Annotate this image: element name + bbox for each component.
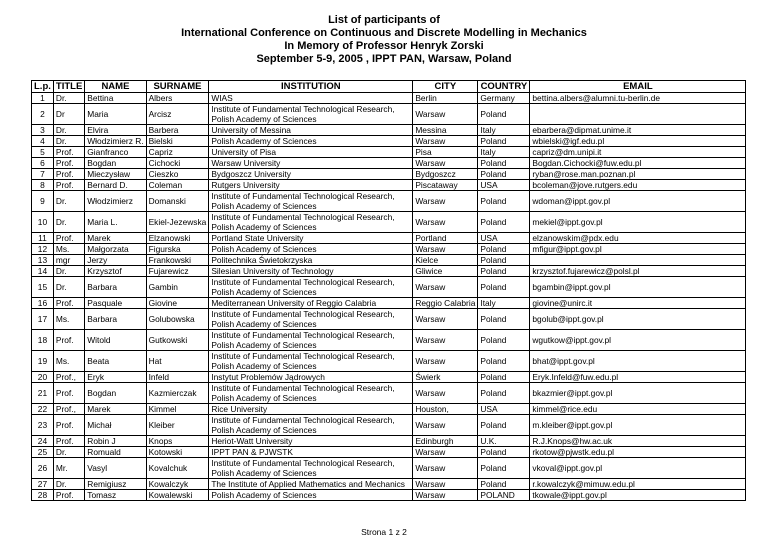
title-cell: Dr. <box>53 125 84 136</box>
name-cell: Marek <box>85 404 146 415</box>
country-cell: Poland <box>478 383 530 404</box>
table-row <box>32 383 746 404</box>
name-cell: Małgorzata <box>85 244 146 255</box>
row-number: 6 <box>32 158 54 169</box>
institution-cell: Institute of Fundamental Technological Research, Polish Academy of Sciences <box>209 383 413 404</box>
institution-cell: Institute of Fundamental Technological Research, Polish Academy of Sciences <box>209 104 413 125</box>
name-cell: Elvira <box>85 125 146 136</box>
row-number: 2 <box>32 104 54 125</box>
row-number: 22 <box>32 404 54 415</box>
col-header: TITLE <box>53 81 84 93</box>
city-cell: Piscataway <box>413 180 478 191</box>
table-row <box>32 298 746 309</box>
surname-cell: Figurska <box>146 244 209 255</box>
email-cell: bhat@ippt.gov.pl <box>530 351 746 372</box>
title-cell: Prof. <box>53 147 84 158</box>
city-cell: Bydgoszcz <box>413 169 478 180</box>
city-cell: Berlin <box>413 93 478 104</box>
table-row <box>32 212 746 233</box>
table-row <box>32 191 746 212</box>
name-cell: Romuald <box>85 447 146 458</box>
row-number: 11 <box>32 233 54 244</box>
row-number: 21 <box>32 383 54 404</box>
title-cell: Dr. <box>53 191 84 212</box>
institution-cell: Polish Academy of Sciences <box>209 244 413 255</box>
institution-cell: Mediterranean University of Reggio Calabria <box>209 298 413 309</box>
country-cell: Poland <box>478 136 530 147</box>
surname-cell: Knops <box>146 436 209 447</box>
email-cell: vkoval@ippt.gov.pl <box>530 458 746 479</box>
institution-cell: Bydgoszcz University <box>209 169 413 180</box>
institution-cell: Warsaw University <box>209 158 413 169</box>
city-cell: Kielce <box>413 255 478 266</box>
row-number: 20 <box>32 372 54 383</box>
surname-cell: Cieszko <box>146 169 209 180</box>
surname-cell: Capriz <box>146 147 209 158</box>
city-cell: Gliwice <box>413 266 478 277</box>
country-cell: Poland <box>478 169 530 180</box>
institution-cell: Institute of Fundamental Technological Research, Polish Academy of Sciences <box>209 458 413 479</box>
country-cell: POLAND <box>478 490 530 501</box>
doc-title-line1: List of participants of <box>328 14 440 26</box>
city-cell: Warsaw <box>413 277 478 298</box>
institution-cell: IPPT PAN & PJWSTK <box>209 447 413 458</box>
name-cell: Gianfranco <box>85 147 146 158</box>
title-cell: Prof. <box>53 180 84 191</box>
surname-cell: Frankowski <box>146 255 209 266</box>
table-row <box>32 277 746 298</box>
city-cell: Edinburgh <box>413 436 478 447</box>
table-row <box>32 266 746 277</box>
institution-cell: Institute of Fundamental Technological Research, Polish Academy of Sciences <box>209 212 413 233</box>
col-header: COUNTRY <box>478 81 530 93</box>
email-cell <box>530 255 746 266</box>
city-cell: Reggio Calabria <box>413 298 478 309</box>
email-cell: wdoman@ippt.gov.pl <box>530 191 746 212</box>
table-row <box>32 136 746 147</box>
title-cell: Prof. <box>53 490 84 501</box>
row-number: 1 <box>32 93 54 104</box>
email-cell: krzysztof.fujarewicz@polsl.pl <box>530 266 746 277</box>
name-cell: Beata <box>85 351 146 372</box>
title-cell: Ms. <box>53 309 84 330</box>
institution-cell: University of Messina <box>209 125 413 136</box>
city-cell: Warsaw <box>413 447 478 458</box>
email-cell: wgutkow@ippt.gov.pl <box>530 330 746 351</box>
surname-cell: Kovalchuk <box>146 458 209 479</box>
row-number: 3 <box>32 125 54 136</box>
row-number: 23 <box>32 415 54 436</box>
table-row <box>32 415 746 436</box>
institution-cell: WIAS <box>209 93 413 104</box>
doc-title-line3: In Memory of Professor Henryk Zorski <box>284 40 484 52</box>
country-cell: Germany <box>478 93 530 104</box>
city-cell: Warsaw <box>413 212 478 233</box>
name-cell: Michał <box>85 415 146 436</box>
institution-cell: The Institute of Applied Mathematics and Mechanics <box>209 479 413 490</box>
surname-cell: Cichocki <box>146 158 209 169</box>
email-cell: giovine@unirc.it <box>530 298 746 309</box>
row-number: 10 <box>32 212 54 233</box>
table-row <box>32 490 746 501</box>
table-row <box>32 479 746 490</box>
city-cell: Messina <box>413 125 478 136</box>
country-cell: Italy <box>478 147 530 158</box>
table-row <box>32 158 746 169</box>
row-number: 24 <box>32 436 54 447</box>
table-row <box>32 330 746 351</box>
title-cell: Ms. <box>53 244 84 255</box>
country-cell: Poland <box>478 158 530 169</box>
surname-cell: Hat <box>146 351 209 372</box>
email-cell: ebarbera@dipmat.unime.it <box>530 125 746 136</box>
institution-cell: University of Pisa <box>209 147 413 158</box>
title-cell: Prof. <box>53 158 84 169</box>
row-number: 28 <box>32 490 54 501</box>
surname-cell: Kowalczyk <box>146 479 209 490</box>
table-row <box>32 125 746 136</box>
title-cell: Prof., <box>53 404 84 415</box>
table-row <box>32 255 746 266</box>
city-cell: Warsaw <box>413 458 478 479</box>
name-cell: Tomasz <box>85 490 146 501</box>
name-cell: Krzysztof <box>85 266 146 277</box>
surname-cell: Gambin <box>146 277 209 298</box>
email-cell: bkazmier@ippt.gov.pl <box>530 383 746 404</box>
city-cell: Warsaw <box>413 158 478 169</box>
email-cell: tkowale@ippt.gov.pl <box>530 490 746 501</box>
city-cell: Świerk <box>413 372 478 383</box>
country-cell: Italy <box>478 125 530 136</box>
name-cell: Włodzimierz <box>85 191 146 212</box>
email-cell: mfigur@ippt.gov.pl <box>530 244 746 255</box>
surname-cell: Kleiber <box>146 415 209 436</box>
name-cell: Maria <box>85 104 146 125</box>
table-row <box>32 147 746 158</box>
row-number: 13 <box>32 255 54 266</box>
title-cell: Dr <box>53 104 84 125</box>
email-cell: ryban@rose.man.poznan.pl <box>530 169 746 180</box>
table-row <box>32 309 746 330</box>
row-number: 26 <box>32 458 54 479</box>
country-cell: Poland <box>478 415 530 436</box>
surname-cell: Kimmel <box>146 404 209 415</box>
page-footer: Strona 1 z 2 <box>361 527 407 537</box>
row-number: 7 <box>32 169 54 180</box>
title-cell: Prof. <box>53 169 84 180</box>
row-number: 5 <box>32 147 54 158</box>
email-cell: R.J.Knops@hw.ac.uk <box>530 436 746 447</box>
country-cell: USA <box>478 404 530 415</box>
table-row <box>32 233 746 244</box>
col-header: CITY <box>413 81 478 93</box>
table-row <box>32 351 746 372</box>
email-cell: mekiel@ippt.gov.pl <box>530 212 746 233</box>
name-cell: Remigiusz <box>85 479 146 490</box>
name-cell: Barbara <box>85 309 146 330</box>
row-number: 17 <box>32 309 54 330</box>
city-cell: Houston, <box>413 404 478 415</box>
institution-cell: Polish Academy of Sciences <box>209 490 413 501</box>
header-row <box>32 81 746 93</box>
country-cell: USA <box>478 180 530 191</box>
title-cell: Prof. <box>53 436 84 447</box>
col-header: L.p. <box>32 81 54 93</box>
col-header: EMAIL <box>530 81 746 93</box>
row-number: 16 <box>32 298 54 309</box>
email-cell: Bogdan.Cichocki@fuw.edu.pl <box>530 158 746 169</box>
name-cell: Włodzimierz R. <box>85 136 146 147</box>
surname-cell: Gutkowski <box>146 330 209 351</box>
email-cell: bcoleman@jove.rutgers.edu <box>530 180 746 191</box>
country-cell: Poland <box>478 479 530 490</box>
title-cell: Ms. <box>53 351 84 372</box>
country-cell: Poland <box>478 191 530 212</box>
table-row <box>32 436 746 447</box>
city-cell: Warsaw <box>413 490 478 501</box>
city-cell: Warsaw <box>413 309 478 330</box>
surname-cell: Kotowski <box>146 447 209 458</box>
institution-cell: Portland State University <box>209 233 413 244</box>
city-cell: Warsaw <box>413 415 478 436</box>
table-row <box>32 180 746 191</box>
name-cell: Jerzy <box>85 255 146 266</box>
title-cell: Dr. <box>53 479 84 490</box>
surname-cell: Albers <box>146 93 209 104</box>
country-cell: Poland <box>478 277 530 298</box>
name-cell: Pasquale <box>85 298 146 309</box>
name-cell: Vasyl <box>85 458 146 479</box>
institution-cell: Silesian University of Technology <box>209 266 413 277</box>
title-cell: Dr. <box>53 266 84 277</box>
institution-cell: Rice University <box>209 404 413 415</box>
surname-cell: Kazmierczak <box>146 383 209 404</box>
name-cell: Maria L. <box>85 212 146 233</box>
title-cell: Prof. <box>53 330 84 351</box>
institution-cell: Instytut Problemów Jądrowych <box>209 372 413 383</box>
title-cell: mgr <box>53 255 84 266</box>
col-header: INSTITUTION <box>209 81 413 93</box>
email-cell: elzanowskim@pdx.edu <box>530 233 746 244</box>
city-cell: Warsaw <box>413 244 478 255</box>
city-cell: Warsaw <box>413 104 478 125</box>
surname-cell: Ekiel-Jezewska <box>146 212 209 233</box>
title-cell: Prof. <box>53 233 84 244</box>
city-cell: Portland <box>413 233 478 244</box>
table-row <box>32 104 746 125</box>
email-cell: wbielski@igf.edu.pl <box>530 136 746 147</box>
table-row <box>32 244 746 255</box>
country-cell: Poland <box>478 212 530 233</box>
institution-cell: Institute of Fundamental Technological Research, Polish Academy of Sciences <box>209 351 413 372</box>
surname-cell: Infeld <box>146 372 209 383</box>
row-number: 4 <box>32 136 54 147</box>
row-number: 12 <box>32 244 54 255</box>
doc-title-line4: September 5-9, 2005 , IPPT PAN, Warsaw, Poland <box>256 53 512 65</box>
email-cell: Eryk.Infeld@fuw.edu.pl <box>530 372 746 383</box>
name-cell: Bernard D. <box>85 180 146 191</box>
row-number: 8 <box>32 180 54 191</box>
name-cell: Bettina <box>85 93 146 104</box>
surname-cell: Barbera <box>146 125 209 136</box>
name-cell: Robin J <box>85 436 146 447</box>
name-cell: Witold <box>85 330 146 351</box>
title-cell: Dr. <box>53 277 84 298</box>
surname-cell: Kowalewski <box>146 490 209 501</box>
table-row <box>32 404 746 415</box>
institution-cell: Institute of Fundamental Technological Research, Polish Academy of Sciences <box>209 309 413 330</box>
city-cell: Warsaw <box>413 479 478 490</box>
title-cell: Dr. <box>53 93 84 104</box>
city-cell: Warsaw <box>413 383 478 404</box>
surname-cell: Arcisz <box>146 104 209 125</box>
surname-cell: Domanski <box>146 191 209 212</box>
email-cell: rkotow@pjwstk.edu.pl <box>530 447 746 458</box>
country-cell: Poland <box>478 372 530 383</box>
email-cell: capriz@dm.unipi.it <box>530 147 746 158</box>
table-row <box>32 458 746 479</box>
email-cell: bgambin@ippt.gov.pl <box>530 277 746 298</box>
surname-cell: Elzanowski <box>146 233 209 244</box>
table-row <box>32 93 746 104</box>
col-header: NAME <box>85 81 146 93</box>
institution-cell: Politechnika Świetokrzyska <box>209 255 413 266</box>
institution-cell: Heriot-Watt University <box>209 436 413 447</box>
city-cell: Warsaw <box>413 351 478 372</box>
name-cell: Bogdan <box>85 383 146 404</box>
city-cell: Warsaw <box>413 330 478 351</box>
title-cell: Mr. <box>53 458 84 479</box>
institution-cell: Institute of Fundamental Technological Research, Polish Academy of Sciences <box>209 191 413 212</box>
city-cell: Pisa <box>413 147 478 158</box>
country-cell: Poland <box>478 104 530 125</box>
title-cell: Dr. <box>53 447 84 458</box>
row-number: 18 <box>32 330 54 351</box>
table-row <box>32 372 746 383</box>
institution-cell: Institute of Fundamental Technological Research, Polish Academy of Sciences <box>209 330 413 351</box>
title-cell: Prof. <box>53 298 84 309</box>
doc-title-line2: International Conference on Continuous and Discrete Modelling in Mechanics <box>181 27 587 39</box>
country-cell: U.K. <box>478 436 530 447</box>
country-cell: Poland <box>478 330 530 351</box>
participants-table <box>31 80 746 501</box>
name-cell: Barbara <box>85 277 146 298</box>
surname-cell: Bielski <box>146 136 209 147</box>
institution-cell: Institute of Fundamental Technological Research, Polish Academy of Sciences <box>209 415 413 436</box>
title-cell: Prof. <box>53 383 84 404</box>
title-cell: Prof., <box>53 372 84 383</box>
country-cell: Poland <box>478 244 530 255</box>
country-cell: Poland <box>478 255 530 266</box>
email-cell: r.kowalczyk@mimuw.edu.pl <box>530 479 746 490</box>
name-cell: Eryk <box>85 372 146 383</box>
country-cell: USA <box>478 233 530 244</box>
title-cell: Dr. <box>53 136 84 147</box>
surname-cell: Giovine <box>146 298 209 309</box>
country-cell: Poland <box>478 447 530 458</box>
name-cell: Marek <box>85 233 146 244</box>
name-cell: Mieczysław <box>85 169 146 180</box>
country-cell: Poland <box>478 309 530 330</box>
row-number: 25 <box>32 447 54 458</box>
country-cell: Poland <box>478 351 530 372</box>
institution-cell: Institute of Fundamental Technological Research, Polish Academy of Sciences <box>209 277 413 298</box>
title-cell: Prof. <box>53 415 84 436</box>
title-cell: Dr. <box>53 212 84 233</box>
institution-cell: Polish Academy of Sciences <box>209 136 413 147</box>
country-cell: Poland <box>478 266 530 277</box>
city-cell: Warsaw <box>413 136 478 147</box>
row-number: 15 <box>32 277 54 298</box>
table-row <box>32 169 746 180</box>
table-row <box>32 447 746 458</box>
row-number: 27 <box>32 479 54 490</box>
row-number: 9 <box>32 191 54 212</box>
name-cell: Bogdan <box>85 158 146 169</box>
country-cell: Poland <box>478 458 530 479</box>
email-cell: bettina.albers@alumni.tu-berlin.de <box>530 93 746 104</box>
email-cell <box>530 104 746 125</box>
country-cell: Italy <box>478 298 530 309</box>
row-number: 14 <box>32 266 54 277</box>
email-cell: bgolub@ippt.gov.pl <box>530 309 746 330</box>
email-cell: m.kleiber@ippt.gov.pl <box>530 415 746 436</box>
institution-cell: Rutgers University <box>209 180 413 191</box>
city-cell: Warsaw <box>413 191 478 212</box>
surname-cell: Golubowska <box>146 309 209 330</box>
email-cell: kimmel@rice.edu <box>530 404 746 415</box>
col-header: SURNAME <box>146 81 209 93</box>
surname-cell: Fujarewicz <box>146 266 209 277</box>
row-number: 19 <box>32 351 54 372</box>
surname-cell: Coleman <box>146 180 209 191</box>
